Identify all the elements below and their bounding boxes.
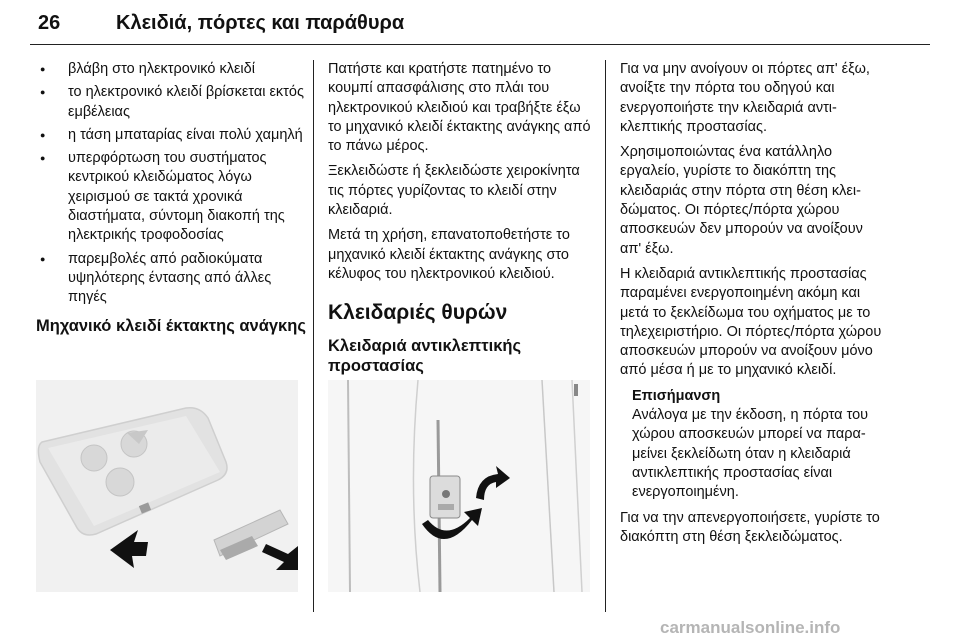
column-3 <box>620 60 888 553</box>
electronic-key-illustration <box>36 380 298 592</box>
subsection-heading: Κλειδαριά αντικλεπτικής προστασίας <box>328 337 522 376</box>
column-2 <box>328 60 598 376</box>
paragraph: Μετά τη χρήση, επανατοποθετήστε το μηχανικό κλειδί έκτακτης ανάγκης στο κέλυφος του ηλεκτρονικού κλειδιού. <box>328 227 570 282</box>
list-item: ● το ηλεκτρονικό κλειδί βρίσκεται εκτός εμβέλειας <box>36 83 306 122</box>
column-divider <box>313 60 314 612</box>
list-item: ● η τάση μπαταρίας είναι πολύ χαμηλή <box>36 126 306 145</box>
door-lock-illustration <box>328 380 590 592</box>
note-box <box>620 387 888 503</box>
note-title: Επισήμανση <box>632 387 721 404</box>
page-number: 26 <box>38 12 61 34</box>
column-divider <box>605 60 606 612</box>
paragraph: Πατήστε και κρατήστε πατημένο το κουμπί απασφάλισης στο πλάι του ηλεκτρονικού κλειδιού και τραβήξτε έξω το μηχανικό κλειδί έκτακτης ανάγκης από το πάνω μέρος. <box>328 61 591 155</box>
door-lock-drawing <box>328 380 590 592</box>
page-header <box>30 6 930 46</box>
paragraph: Για να την απενεργοποιήσετε, γυρίστε το διακόπτη στη θέση ξεκλειδώματος. <box>620 509 880 545</box>
page-title: Κλειδιά, πόρτες και παράθυρα <box>116 12 405 34</box>
section-heading: Κλειδαριές θυρών <box>328 301 508 325</box>
bullet-list <box>36 60 306 308</box>
key-card-drawing <box>36 380 298 592</box>
list-item: ● βλάβη στο ηλεκτρονικό κλειδί <box>36 60 306 79</box>
watermark: carmanualsonline.info <box>660 618 841 637</box>
section-heading: Μηχανικό κλειδί έκτακτης ανάγκης <box>36 316 306 335</box>
column-1 <box>36 60 306 336</box>
paragraph: Για να μην ανοίγουν οι πόρτες απ' έξω, ανοίξτε την πόρτα του οδηγού και ενεργοποιήστε την κλειδαριά αντικλεπτικής προστασίας. <box>620 61 870 135</box>
paragraph: Ξεκλειδώστε ή ξεκλειδώστε χειροκίνητα τις πόρτες γυρίζοντας το κλειδί στην κλειδαριά. <box>328 163 580 219</box>
list-item: ● παρεμβολές από ραδιοκύματα υψηλότερης έντασης από άλλες πηγές <box>36 250 306 308</box>
header-rule <box>30 44 930 45</box>
note-text: Ανάλογα με την έκδοση, η πόρτα του χώρου αποσκευών μπορεί να παραμείνει ξεκλείδωτη όταν η κλειδαριά αντικλεπτικής προστασίας είναι ενεργοποιημένη. <box>632 407 869 501</box>
paragraph: Χρησιμοποιώντας ένα κατάλληλο εργαλείο, γυρίστε το διακόπτη της κλειδαριάς στην πόρτα στη θέση κλειδώματος. Οι πόρτες/πόρτα χώρου αποσκευών δεν μπορούν να ανοίξουν απ' έξω. <box>620 144 863 257</box>
paragraph: Η κλειδαριά αντικλεπτικής προστασίας παραμένει ενεργοποιημένη ακόμη και μετά το ξεκλείδωμα του οχήματος με το τηλεχειριστήριο. Οι πόρτες/πόρτα χώρου αποσκευών μπορούν να ανοίξουν μόνο από μέσα ή με το μηχανικό κλειδί. <box>620 265 882 379</box>
list-item: ● υπερφόρτωση του συστήματος κεντρικού κλειδώματος λόγω χειρισμού σε τακτά χρονικά διαστήματα, σύντομη διακοπή της ηλεκτρικής τροφοδοσίας <box>36 149 306 245</box>
